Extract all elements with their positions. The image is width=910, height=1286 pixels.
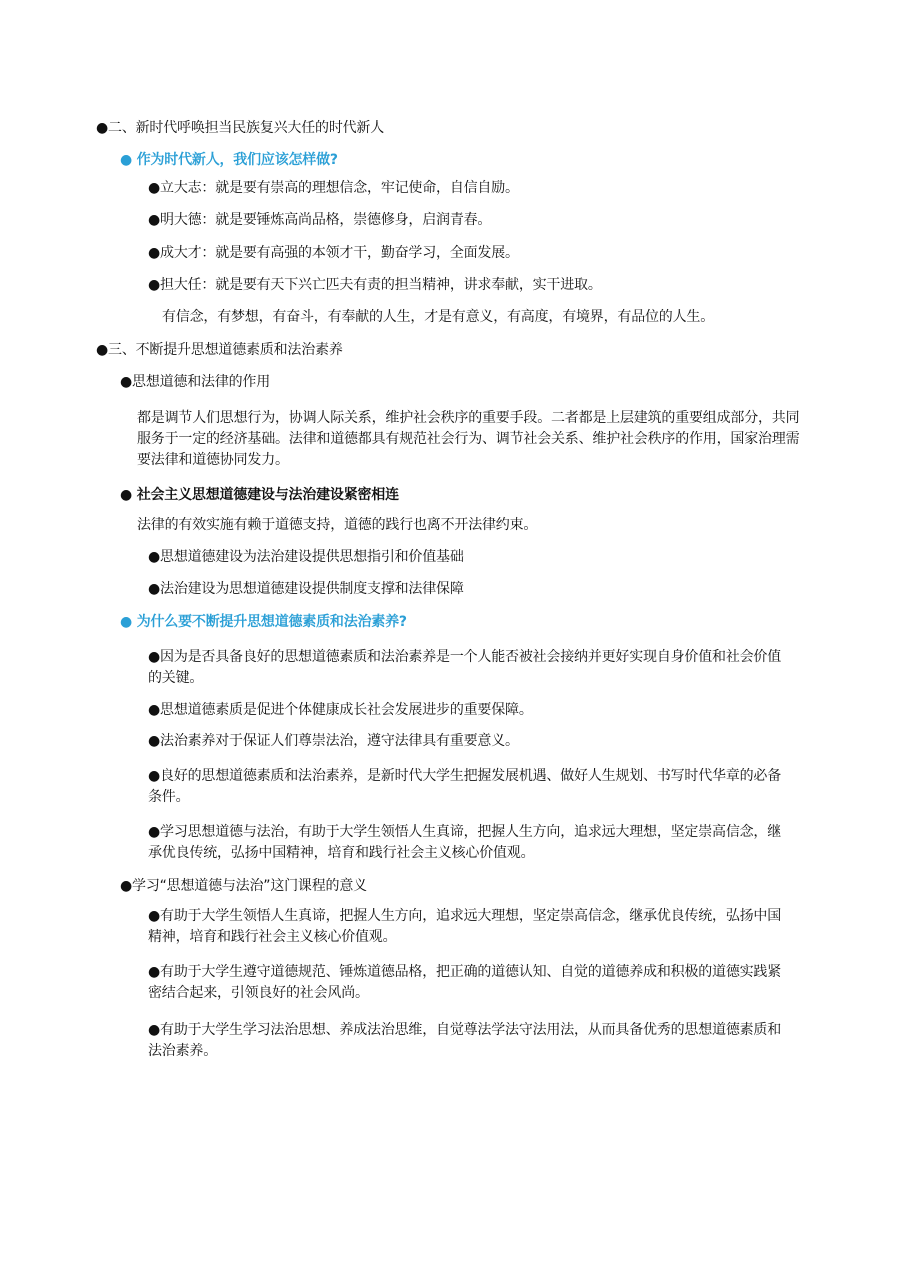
list-item: ●有助于大学生遵守道德规范、锤炼道德品格，把正确的道德认知、自觉的道德养成和积极的道德实践紧密结合起来，引领良好的社会风尚。 bbox=[148, 964, 782, 1001]
role-heading: ●思想道德和法律的作用 bbox=[120, 374, 271, 390]
section2-question: ● 作为时代新人，我们应该怎样做? bbox=[120, 152, 338, 168]
list-item: ●思想道德素质是促进个体健康成长社会发展进步的重要保障。 bbox=[148, 702, 533, 718]
list-item: ●良好的思想道德素质和法治素养，是新时代大学生把握发展机遇、做好人生规划、书写时代华章的必备条件。 bbox=[148, 768, 782, 805]
role-paragraph: 都是调节人们思想行为，协调人际关系，维护社会秩序的重要手段。二者都是上层建筑的重要组成部分，共同服务于一定的经济基础。法律和道德都具有规范社会行为、调节社会关系、维护社会秩序的作用，国家治理需要法律和道德协同发力。 bbox=[137, 410, 800, 468]
link-heading: ● 社会主义思想道德建设与法治建设紧密相连 bbox=[120, 487, 399, 503]
list-item: ●因为是否具备良好的思想道德素质和法治素养是一个人能否被社会接纳并更好实现自身价值和社会价值的关键。 bbox=[148, 649, 782, 686]
list-item: ●有助于大学生学习法治思想、养成法治思维，自觉尊法学法守法用法，从而具备优秀的思想道德素质和法治素养。 bbox=[148, 1022, 782, 1059]
list-item: ●立大志：就是要有崇高的理想信念，牢记使命，自信自励。 bbox=[148, 180, 519, 196]
list-item: ●担大任：就是要有天下兴亡匹夫有责的担当精神，讲求奉献，实干进取。 bbox=[148, 277, 602, 293]
list-item: ●明大德：就是要锤炼高尚品格，崇德修身，启润青春。 bbox=[148, 212, 492, 228]
list-item: ●有助于大学生领悟人生真谛，把握人生方向，追求远大理想，坚定崇高信念，继承优良传统，弘扬中国精神，培育和践行社会主义核心价值观。 bbox=[148, 908, 782, 945]
link-paragraph: 法律的有效实施有赖于道德支持，道德的践行也离不开法律约束。 bbox=[137, 517, 538, 533]
section2-summary: 有信念，有梦想，有奋斗，有奉献的人生，才是有意义，有高度，有境界，有品位的人生。 bbox=[162, 309, 714, 325]
list-item: ●思想道德建设为法治建设提供思想指引和价值基础 bbox=[148, 549, 464, 565]
section3-heading: ●三、不断提升思想道德素质和法治素养 bbox=[96, 342, 343, 358]
course-heading: ●学习“思想道德与法治”这门课程的意义 bbox=[120, 878, 367, 894]
list-item: ●成大才：就是要有高强的本领才干，勤奋学习，全面发展。 bbox=[148, 245, 519, 261]
list-item: ●学习思想道德与法治，有助于大学生领悟人生真谛，把握人生方向，追求远大理想，坚定崇高信念，继承优良传统，弘扬中国精神，培育和践行社会主义核心价值观。 bbox=[148, 824, 782, 861]
why-question: ● 为什么要不断提升思想道德素质和法治素养? bbox=[120, 614, 407, 630]
section2-heading: ●二、新时代呼唤担当民族复兴大任的时代新人 bbox=[96, 120, 385, 136]
list-item: ●法治素养对于保证人们尊崇法治，遵守法律具有重要意义。 bbox=[148, 733, 519, 749]
list-item: ●法治建设为思想道德建设提供制度支撑和法律保障 bbox=[148, 581, 464, 597]
